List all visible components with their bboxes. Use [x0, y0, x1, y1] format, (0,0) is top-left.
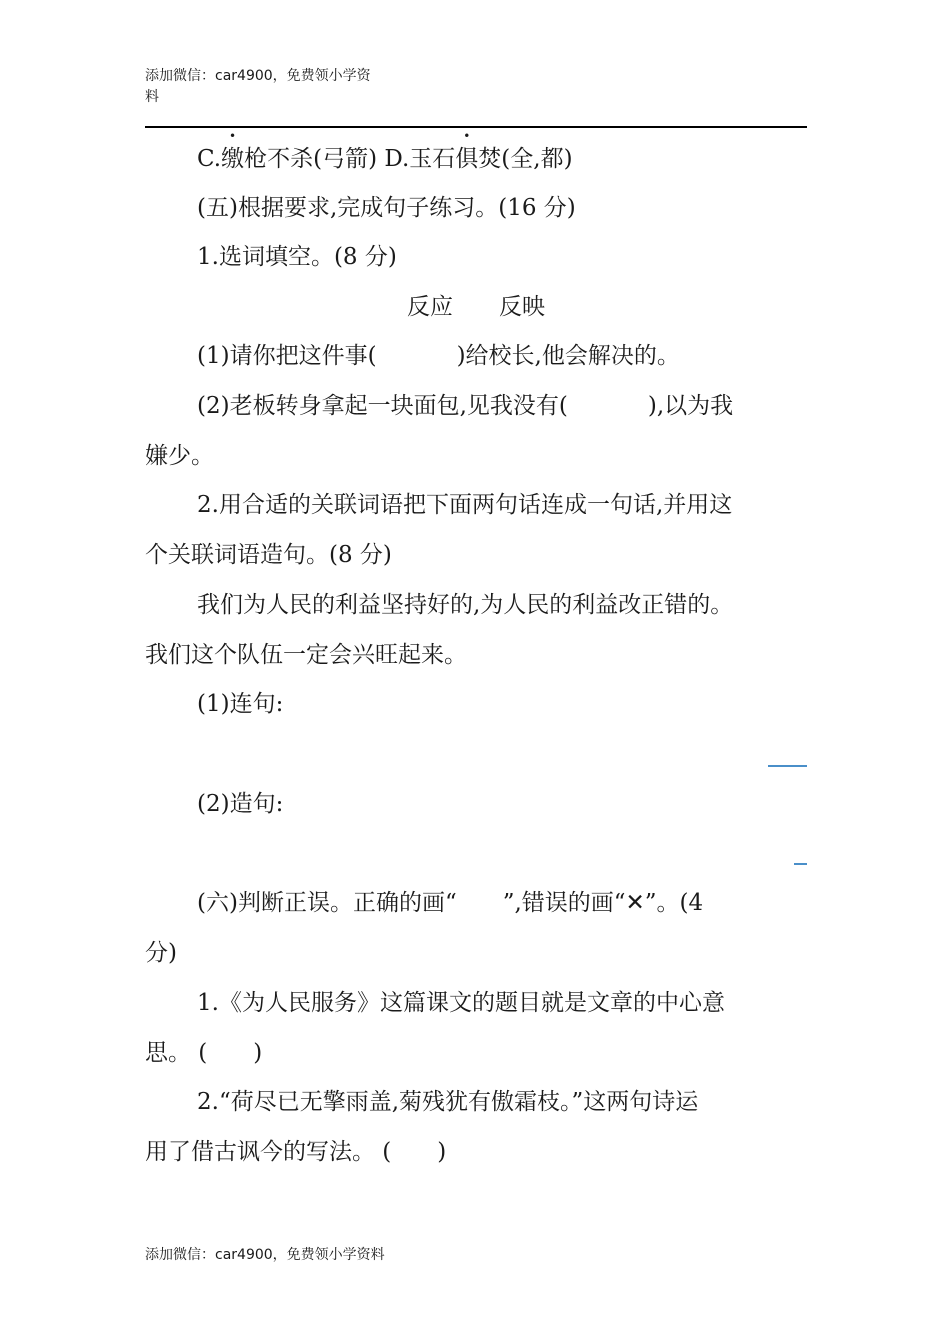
make-sentence-answer-line[interactable]: [794, 863, 807, 865]
option-c-rest: 枪不杀(弓箭): [244, 146, 378, 172]
q1-1-end: )给校长,他会解决的。: [456, 343, 680, 369]
combine-label: (1)连句:: [197, 691, 284, 717]
question-2-line-2: 个关联词语造句。(8 分): [145, 542, 392, 568]
sentence-1: 我们为人民的利益坚持好的,为人民的利益改正错的。: [197, 592, 734, 618]
header-line-2: 料: [145, 89, 159, 105]
option-d-prefix: D.玉石: [377, 146, 456, 172]
judge-2-line-1: 2.“荷尽已无擎雨盖,菊残犹有傲霜枝。”这两句诗运: [197, 1089, 699, 1115]
judge-1-line-2: 思。 ( ): [145, 1040, 263, 1066]
q1-2-start: (2)老板转身拿起一块面包,见我没有(: [197, 393, 568, 419]
judge-1-line-1: 1.《为人民服务》这篇课文的题目就是文章的中心意: [197, 990, 725, 1016]
question-1-2-cont: 嫌少。: [145, 443, 214, 469]
section-5-heading: (五)根据要求,完成句子练习。(16 分): [197, 195, 576, 221]
section-6-heading-cont: 分): [145, 940, 177, 966]
combine-answer-line[interactable]: [768, 765, 807, 767]
option-d-dotted-char: 俱: [455, 146, 479, 172]
question-2-line-1: 2.用合适的关联词语把下面两句话连成一句话,并用这: [197, 492, 733, 518]
options-cd: [197, 144, 807, 174]
header-note: [145, 66, 395, 108]
sentence-2: 我们这个队伍一定会兴旺起来。: [145, 642, 467, 668]
question-1: 1.选词填空。(8 分): [197, 244, 397, 270]
word-choices: 反应 反映: [407, 294, 545, 320]
option-d-rest: 焚(全,都): [478, 146, 573, 172]
header-rule: [145, 126, 807, 128]
question-1-1: [197, 341, 807, 371]
section-6-heading: (六)判断正误。正确的画“ ”,错误的画“✕”。(4: [197, 890, 704, 916]
option-c-prefix: C.: [197, 146, 222, 172]
option-c-dotted-char: 缴: [221, 146, 245, 172]
footer-note: 添加微信：car4900，免费领小学资料: [145, 1247, 385, 1263]
q1-2-end: ),以为我: [647, 393, 734, 419]
judge-2-line-2: 用了借古讽今的写法。 ( ): [145, 1139, 447, 1165]
q1-1-start: (1)请你把这件事(: [197, 343, 377, 369]
question-1-2: [197, 391, 807, 421]
header-line-1: 添加微信：car4900，免费领小学资: [145, 68, 371, 84]
make-sentence-label: (2)造句:: [197, 791, 284, 817]
